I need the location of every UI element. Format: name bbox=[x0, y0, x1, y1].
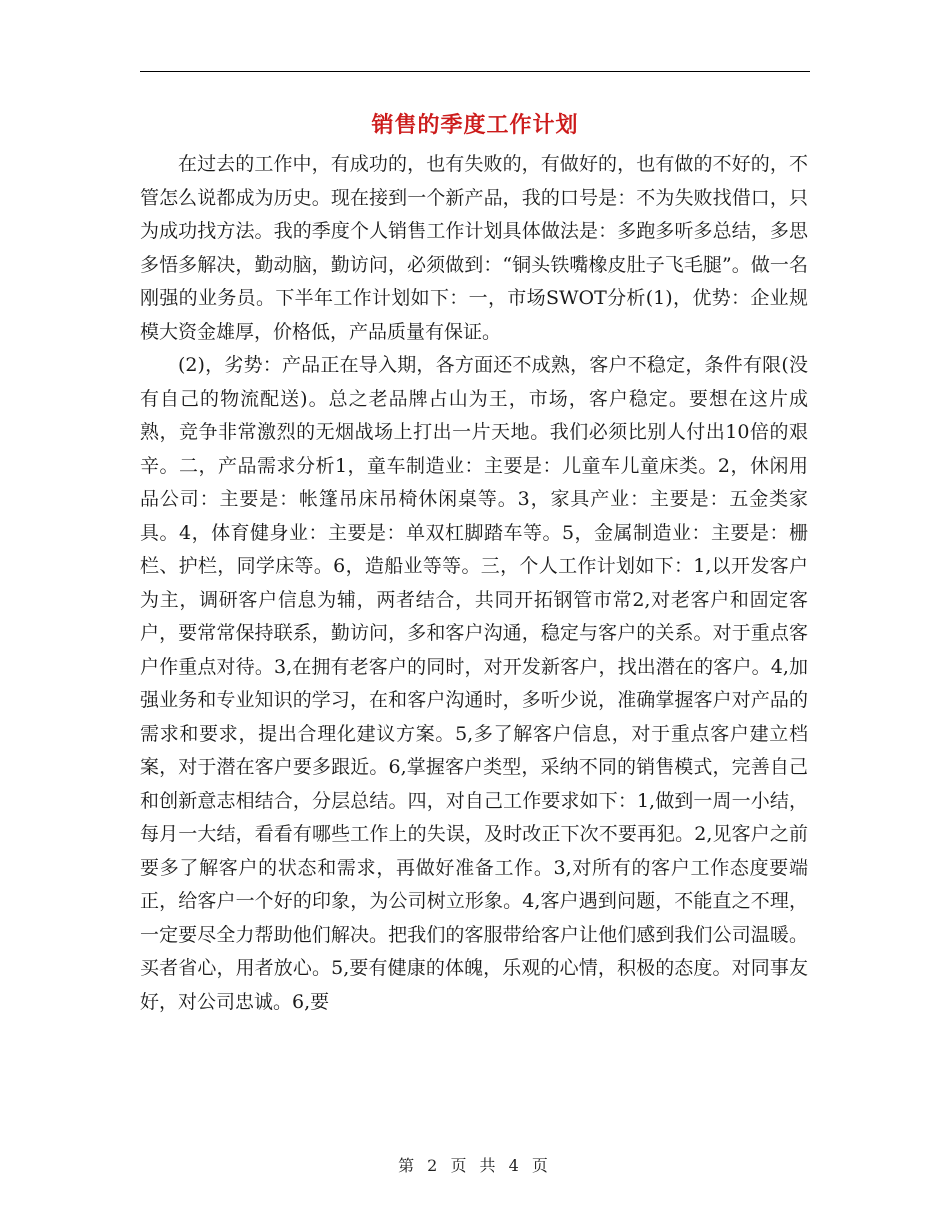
body-paragraph-1: 在过去的工作中，有成功的，也有失败的，有做好的，也有做的不好的，不管怎么说都成为历史。现在接到一个新产品，我的口号是：不为失败找借口，只为成功找方法。我的季度个人销售工作计划具体做法是：多跑多听多总结，多思多悟多解决，勤动脑，勤访问，必须做到：“铜头铁嘴橡皮肚子飞毛腿”。做一名刚强的业务员。下半年工作计划如下：一，市场SWOT分析(1)，优势：企业规模大资金雄厚，价格低，产品质量有保证。 bbox=[140, 153, 808, 343]
body-paragraph-2: (2)，劣势：产品正在导入期，各方面还不成熟，客户不稳定，条件有限(没有自己的物流配送)。总之老品牌占山为王，市场，客户稳定。要想在这片成熟，竞争非常激烈的无烟战场上打出一片天地。我们必须比别人付出10倍的艰辛。二，产品需求分析1，童车制造业：主要是：儿童车儿童床类。2，休闲用品公司：主要是：帐篷吊床吊椅休闲桌等。3，家具产业：主要是：五金类家具。4，体育健身业：主要是：单双杠脚踏车等。5，金属制造业：主要是：栅栏、护栏，同学床等。6，造船业等等。三，个人工作计划如下：1,以开发客户为主，调研客户信息为辅，两者结合，共同开拓钢管市常2,对老客户和固定客户，要常常保持联系，勤访问，多和客户沟通，稳定与客户的关系。对于重点客户作重点对待。3,在拥有老客户的同时，对开发新客户，找出潜在的客户。4,加强业务和专业知识的学习，在和客户沟通时，多听少说，准确掌握客户对产品的需求和要求，提出合理化建议方案。5,多了解客户信息，对于重点客户建立档案，对于潜在客户要多跟近。6,掌握客户类型，采纳不同的销售模式，完善自己和创新意志相结合，分层总结。四，对自己工作要求如下：1,做到一周一小结，每月一大结，看看有哪些工作上的失误，及时改正下次不要再犯。2,见客户之前要多了解客户的状态和需求，再做好准备工作。3,对所有的客户工作态度要端正，给客户一个好的印象，为公司树立形象。4,客户遇到问题，不能直之不理，一定要尽全力帮助他们解决。把我们的客服带给客户让他们感到我们公司温暖。买者省心，用者放心。5,要有健康的体魄，乐观的心情，积极的态度。对同事友好，对公司忠诚。6,要 bbox=[140, 354, 808, 1013]
document-title: 销售的季度工作计划 bbox=[371, 112, 579, 138]
header-rule bbox=[140, 71, 810, 72]
document-body bbox=[140, 148, 808, 1019]
page-footer: 第 2 页 共 4 页 bbox=[398, 1156, 552, 1175]
